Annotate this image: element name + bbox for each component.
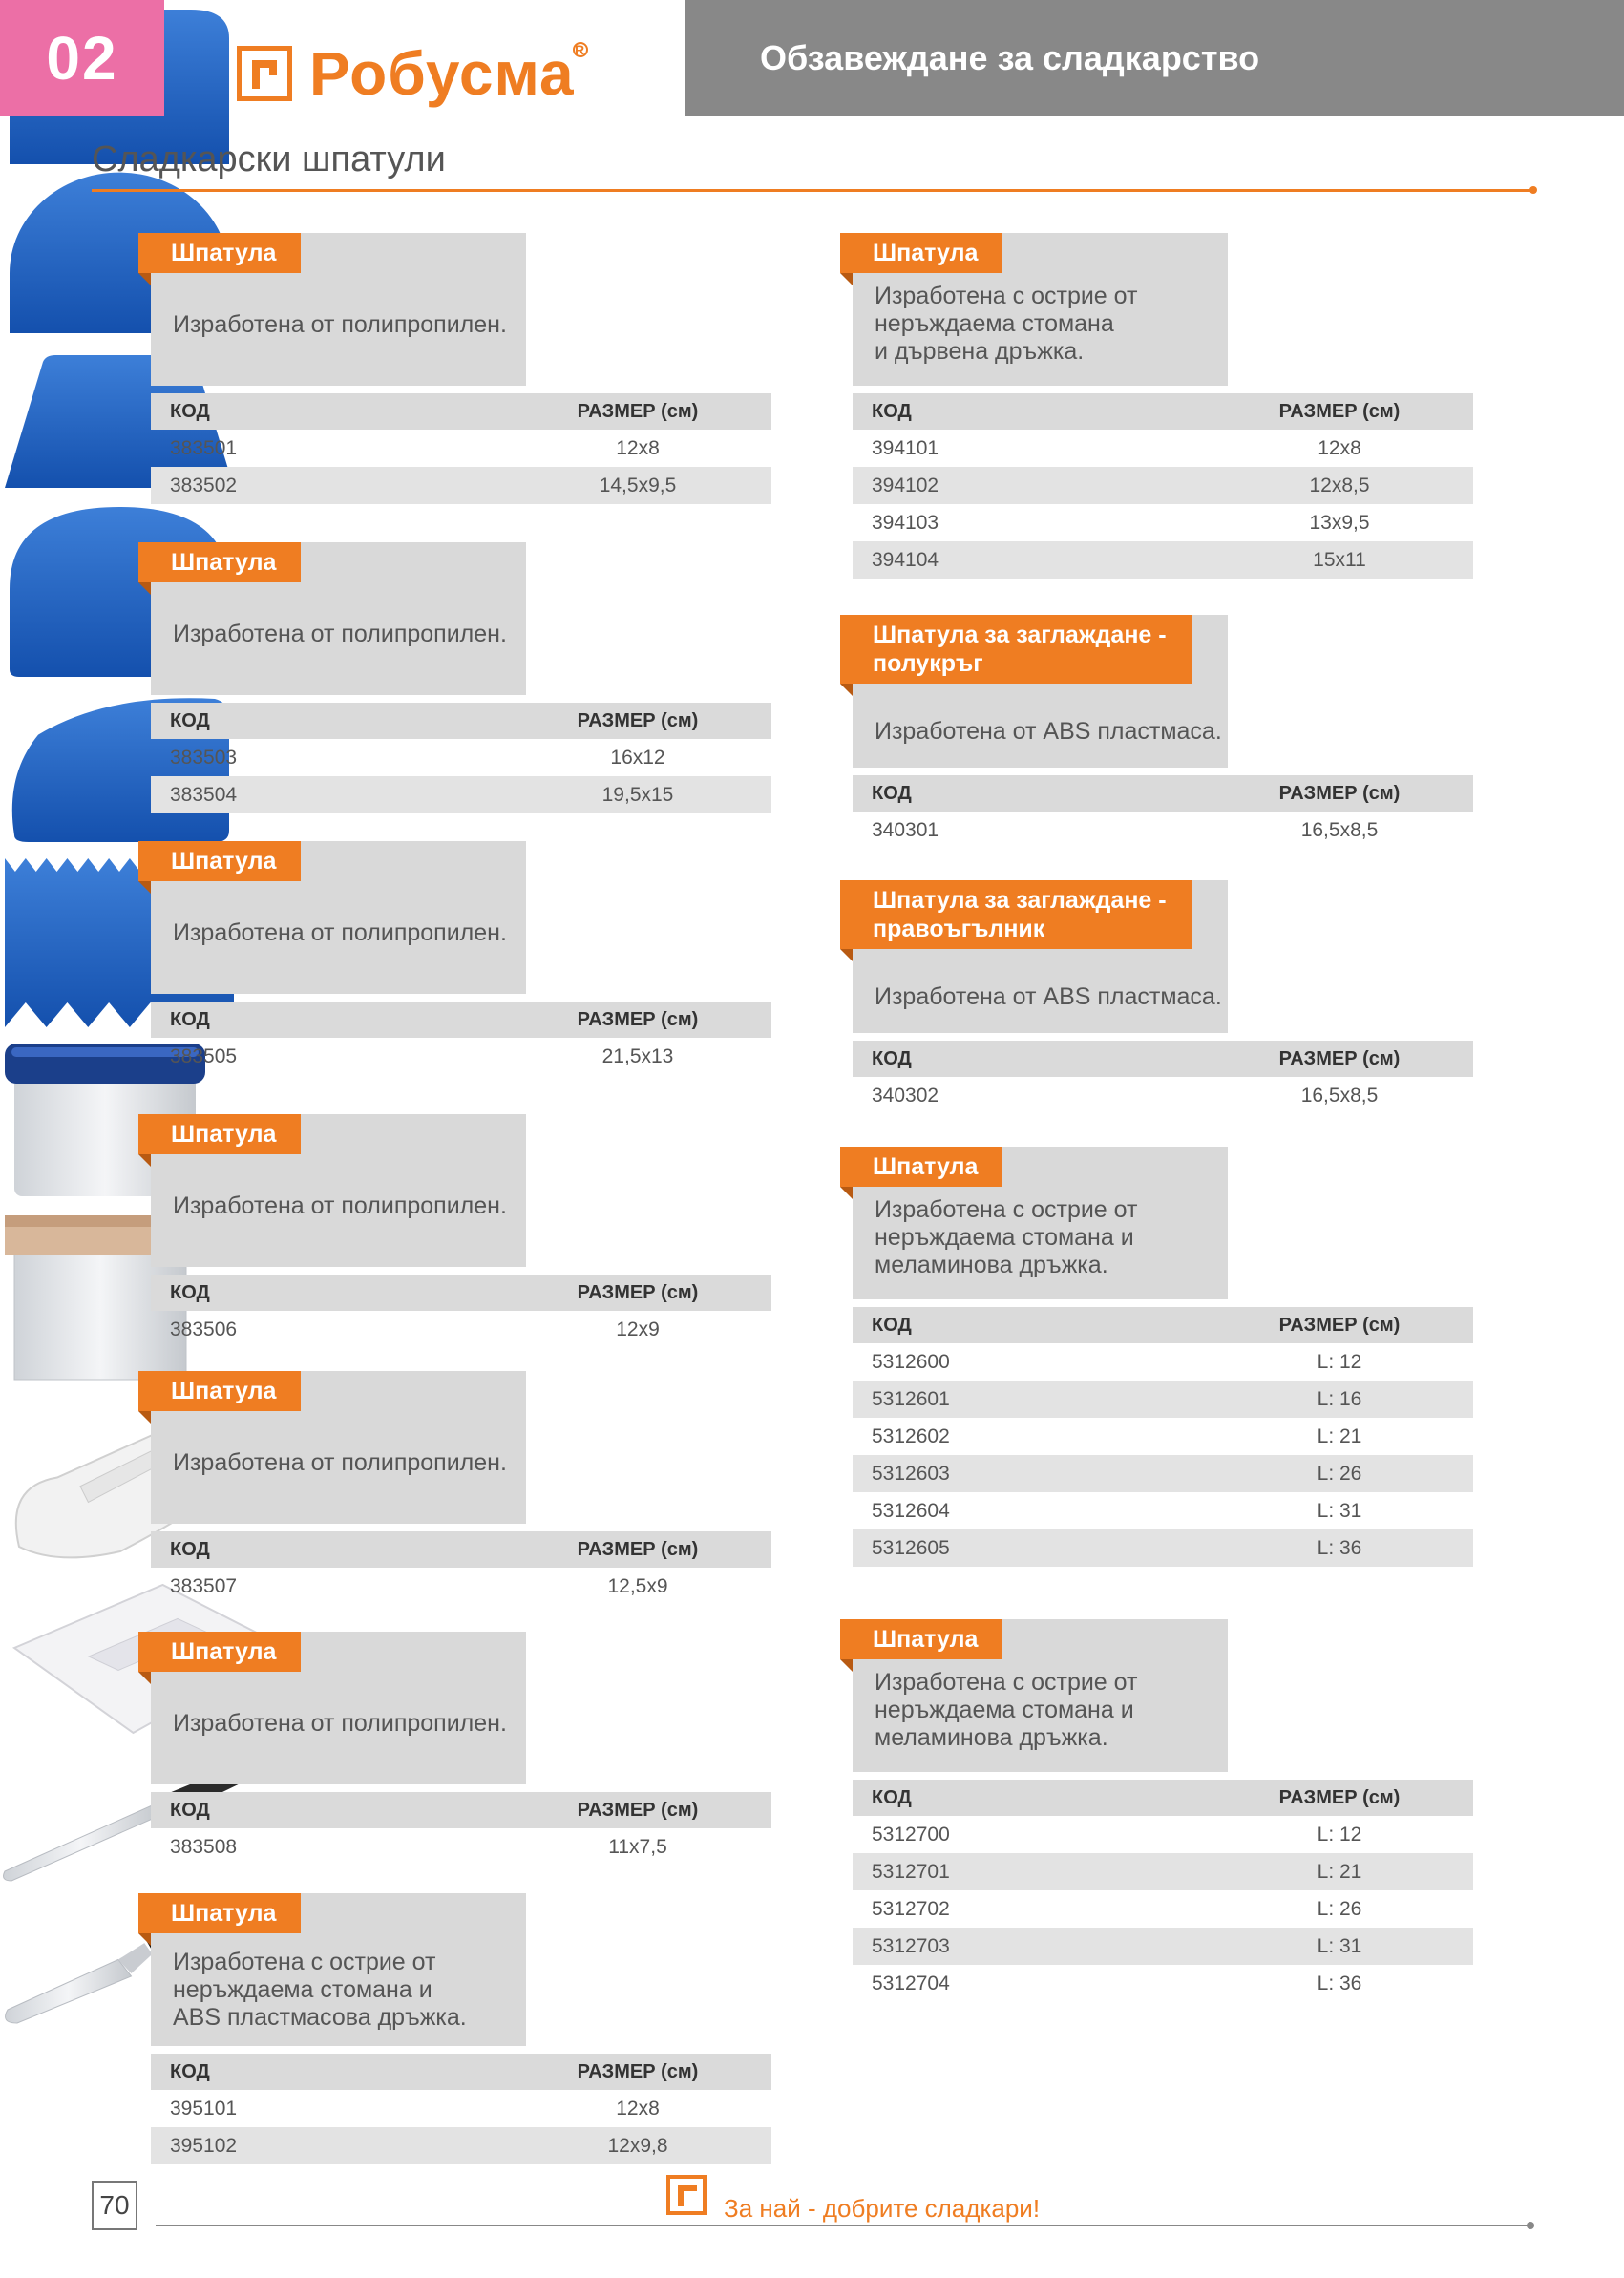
product-table — [853, 1041, 1473, 1114]
table-row — [853, 1381, 1473, 1418]
table-row — [151, 1311, 771, 1348]
table-row — [853, 1928, 1473, 1965]
product-description — [875, 983, 1222, 1011]
description-line: Изработена от полипропилен. — [173, 919, 507, 946]
product-card — [138, 1114, 759, 1348]
product-code: 383507 — [170, 1574, 238, 1597]
product-size: L: 12 — [1317, 1350, 1362, 1373]
table-row — [853, 1529, 1473, 1567]
product-table — [853, 1780, 1473, 2002]
product-description — [173, 1449, 507, 1477]
product-card — [138, 1632, 759, 1866]
product-code: 5312603 — [872, 1462, 950, 1485]
table-header-row — [853, 1307, 1473, 1343]
description-line: Изработена с острие от — [875, 1669, 1138, 1696]
product-description — [875, 283, 1137, 366]
product-size: 12x8 — [1318, 436, 1361, 459]
product-code: 5312602 — [872, 1424, 950, 1447]
product-size: 15x11 — [1313, 548, 1366, 571]
product-name-tag — [840, 1619, 1002, 1659]
product-code: 5312605 — [872, 1536, 950, 1559]
product-code: 383501 — [170, 436, 238, 459]
description-line: неръждаема стомана и — [875, 1224, 1134, 1251]
size-header: РАЗМЕР (см) — [577, 709, 699, 731]
product-size: 12x8,5 — [1309, 474, 1370, 496]
description-line: меламинова дръжка. — [875, 1724, 1108, 1751]
product-description — [173, 919, 507, 947]
table-row — [853, 1077, 1473, 1114]
product-info-panel — [853, 233, 1228, 386]
page-number: 70 — [92, 2181, 137, 2230]
product-name-tag — [138, 841, 301, 881]
size-header: РАЗМЕР (см) — [577, 2060, 699, 2082]
product-card — [840, 1147, 1461, 1567]
table-header-row — [151, 1531, 771, 1568]
description-line: ABS пластмасова дръжка. — [173, 2004, 467, 2031]
product-table — [151, 1275, 771, 1348]
code-header: КОД — [170, 2060, 210, 2082]
size-header: РАЗМЕР (см) — [1278, 782, 1401, 804]
product-code: 395102 — [170, 2134, 238, 2157]
product-code: 395101 — [170, 2097, 238, 2120]
footer-divider — [156, 2225, 1530, 2226]
table-header-row — [853, 775, 1473, 812]
product-code: 5312702 — [872, 1897, 950, 1920]
product-name-tag — [840, 233, 1002, 273]
table-row — [853, 1816, 1473, 1853]
product-name-line: Шпатула — [171, 1121, 277, 1148]
description-line: Изработена от ABS пластмаса. — [875, 718, 1222, 745]
description-line: Изработена от полипропилен. — [173, 1710, 507, 1737]
size-header: РАЗМЕР (см) — [1278, 400, 1401, 422]
product-description — [173, 621, 507, 648]
product-table — [853, 775, 1473, 849]
table-row — [853, 541, 1473, 579]
product-size: L: 36 — [1317, 1972, 1362, 1994]
size-header: РАЗМЕР (см) — [1278, 1786, 1401, 1808]
product-description — [875, 718, 1222, 746]
product-card — [840, 615, 1461, 849]
product-size: 12x8 — [616, 2097, 660, 2120]
size-header: РАЗМЕР (см) — [577, 1538, 699, 1560]
table-row — [853, 504, 1473, 541]
table-row — [853, 1853, 1473, 1890]
table-header-row — [151, 2054, 771, 2090]
product-name-line: Шпатула — [171, 240, 277, 266]
product-code: 5312601 — [872, 1387, 950, 1410]
product-info-panel — [151, 1893, 526, 2046]
product-size: 12x9,8 — [607, 2134, 668, 2157]
product-card — [840, 233, 1461, 579]
table-row — [853, 1455, 1473, 1492]
product-code: 383503 — [170, 746, 238, 769]
product-name-tag — [138, 542, 301, 582]
product-name-tag — [840, 615, 1192, 684]
product-info-panel — [151, 542, 526, 695]
table-row — [853, 1492, 1473, 1529]
chapter-number: 02 — [0, 0, 164, 116]
table-row — [151, 776, 771, 813]
product-description — [173, 311, 507, 339]
product-card — [840, 1619, 1461, 2002]
code-header: КОД — [872, 400, 912, 422]
product-description — [173, 1710, 507, 1738]
product-size: 12,5x9 — [607, 1574, 668, 1597]
product-table — [853, 1307, 1473, 1567]
size-header: РАЗМЕР (см) — [1278, 1314, 1401, 1336]
product-card — [840, 880, 1461, 1114]
product-name-line: Шпатула за заглаждане - — [873, 622, 1167, 648]
product-code: 340301 — [872, 818, 939, 841]
product-card — [138, 1893, 759, 2164]
product-size: 21,5x13 — [601, 1044, 674, 1067]
code-header: КОД — [872, 1314, 912, 1336]
footer-slogan: За най - добрите сладкари! — [724, 2194, 1041, 2223]
product-name-line: Шпатула — [171, 1378, 277, 1404]
description-line: неръждаема стомана и — [173, 1976, 432, 2003]
table-row — [151, 430, 771, 467]
product-info-panel — [853, 615, 1228, 768]
size-header: РАЗМЕР (см) — [577, 1799, 699, 1821]
table-row — [151, 1828, 771, 1866]
product-table — [151, 2054, 771, 2164]
product-info-panel — [151, 841, 526, 994]
footer-logo-icon — [666, 2175, 707, 2215]
table-header-row — [853, 1041, 1473, 1077]
description-line: Изработена от ABS пластмаса. — [875, 983, 1222, 1010]
product-code: 383504 — [170, 783, 238, 806]
code-header: КОД — [170, 1799, 210, 1821]
product-name-line: правоъгълник — [873, 916, 1045, 942]
size-header: РАЗМЕР (см) — [577, 1008, 699, 1030]
product-size: L: 12 — [1317, 1823, 1362, 1846]
product-size: 14,5x9,5 — [599, 474, 677, 496]
table-header-row — [151, 1002, 771, 1038]
product-table — [151, 393, 771, 504]
table-row — [853, 812, 1473, 849]
product-size: 16x12 — [610, 746, 665, 769]
product-info-panel — [853, 1147, 1228, 1299]
section-divider — [92, 189, 1533, 192]
size-header: РАЗМЕР (см) — [1278, 1047, 1401, 1069]
code-header: КОД — [872, 1047, 912, 1069]
size-header: РАЗМЕР (см) — [577, 1281, 699, 1303]
description-line: и дървена дръжка. — [875, 338, 1085, 365]
product-name-line: Шпатула — [873, 1153, 979, 1180]
description-line: Изработена с острие от — [875, 283, 1138, 309]
product-info-panel — [151, 1114, 526, 1267]
product-name-line: Шпатула — [873, 1626, 979, 1653]
product-info-panel — [151, 1371, 526, 1524]
brand-logo — [237, 38, 586, 109]
product-size: 16,5x8,5 — [1300, 818, 1379, 841]
product-size: L: 31 — [1317, 1934, 1362, 1957]
product-name-line: Шпатула — [171, 1900, 277, 1927]
product-size: L: 31 — [1317, 1499, 1362, 1522]
product-info-panel — [853, 880, 1228, 1033]
table-row — [151, 467, 771, 504]
product-description — [173, 1192, 507, 1220]
description-line: Изработена от полипропилен. — [173, 1449, 507, 1476]
product-name-tag — [840, 1147, 1002, 1187]
description-line: Изработена от полипропилен. — [173, 311, 507, 338]
table-row — [151, 1038, 771, 1075]
table-row — [853, 1343, 1473, 1381]
description-line: Изработена с острие от — [173, 1949, 436, 1975]
product-description — [173, 1949, 467, 2032]
product-code: 5312703 — [872, 1934, 950, 1957]
product-name-tag — [138, 1371, 301, 1411]
description-line: Изработена от полипропилен. — [173, 621, 507, 647]
product-code: 394102 — [872, 474, 939, 496]
table-header-row — [151, 1792, 771, 1828]
table-row — [853, 430, 1473, 467]
description-line: Изработена от полипропилен. — [173, 1192, 507, 1219]
registered-mark: R — [573, 42, 588, 57]
product-size: 11x7,5 — [608, 1835, 667, 1858]
product-code: 394101 — [872, 436, 939, 459]
table-header-row — [853, 393, 1473, 430]
product-code: 5312604 — [872, 1499, 950, 1522]
product-name-line: Шпатула — [171, 848, 277, 875]
product-code: 5312704 — [872, 1972, 950, 1994]
table-header-row — [151, 1275, 771, 1311]
product-name-line: полукръг — [873, 650, 983, 677]
section-title: Сладкарски шпатули — [92, 139, 446, 179]
product-size: 19,5x15 — [601, 783, 674, 806]
product-name-line: Шпатула — [171, 549, 277, 576]
product-table — [151, 1002, 771, 1075]
product-code: 383506 — [170, 1318, 238, 1340]
product-size: L: 21 — [1317, 1424, 1362, 1447]
product-table — [151, 703, 771, 813]
brand-name: Робусма — [309, 39, 575, 108]
product-info-panel — [853, 1619, 1228, 1772]
description-line: неръждаема стомана и — [875, 1697, 1134, 1723]
product-info-panel — [151, 1632, 526, 1784]
size-header: РАЗМЕР (см) — [577, 400, 699, 422]
product-code: 5312600 — [872, 1350, 950, 1373]
product-description — [875, 1196, 1137, 1279]
code-header: КОД — [872, 782, 912, 804]
table-row — [151, 2090, 771, 2127]
product-name-line: Шпатула — [171, 1638, 277, 1665]
product-card — [138, 1371, 759, 1605]
table-row — [853, 467, 1473, 504]
product-name-line: Шпатула — [873, 240, 979, 266]
product-name-line: Шпатула за заглаждане - — [873, 887, 1167, 914]
table-row — [853, 1418, 1473, 1455]
table-row — [151, 739, 771, 776]
table-header-row — [151, 703, 771, 739]
product-info-panel — [151, 233, 526, 386]
table-header-row — [853, 1780, 1473, 1816]
product-card — [138, 233, 759, 504]
table-row — [151, 1568, 771, 1605]
product-name-tag — [840, 880, 1192, 949]
product-name-tag — [138, 1632, 301, 1672]
code-header: КОД — [170, 1281, 210, 1303]
product-table — [151, 1531, 771, 1605]
product-code: 383508 — [170, 1835, 238, 1858]
code-header: КОД — [170, 1008, 210, 1030]
product-code: 394103 — [872, 511, 939, 534]
code-header: КОД — [170, 709, 210, 731]
product-size: 12x8 — [616, 436, 660, 459]
product-name-tag — [138, 1114, 301, 1154]
product-code: 5312701 — [872, 1860, 950, 1883]
product-size: L: 21 — [1317, 1860, 1362, 1883]
product-table — [853, 393, 1473, 579]
description-line: меламинова дръжка. — [875, 1252, 1108, 1278]
description-line: неръждаема стомана — [875, 310, 1114, 337]
brand-mark-icon — [237, 46, 292, 101]
code-header: КОД — [170, 400, 210, 422]
product-size: L: 26 — [1317, 1462, 1362, 1485]
product-code: 383505 — [170, 1044, 238, 1067]
product-size: L: 36 — [1317, 1536, 1362, 1559]
product-card — [138, 841, 759, 1075]
table-row — [151, 2127, 771, 2164]
product-size: 12x9 — [616, 1318, 660, 1340]
product-size: L: 16 — [1317, 1387, 1362, 1410]
product-size: 13x9,5 — [1309, 511, 1370, 534]
product-code: 394104 — [872, 548, 939, 571]
product-size: L: 26 — [1317, 1897, 1362, 1920]
product-size: 16,5x8,5 — [1300, 1084, 1379, 1107]
table-row — [853, 1965, 1473, 2002]
description-line: Изработена с острие от — [875, 1196, 1138, 1223]
product-code: 5312700 — [872, 1823, 950, 1846]
product-name-tag — [138, 233, 301, 273]
table-header-row — [151, 393, 771, 430]
product-code: 383502 — [170, 474, 238, 496]
product-card — [138, 542, 759, 813]
product-description — [875, 1669, 1137, 1752]
code-header: КОД — [170, 1538, 210, 1560]
product-table — [151, 1792, 771, 1866]
code-header: КОД — [872, 1786, 912, 1808]
product-code: 340302 — [872, 1084, 939, 1107]
category-title: Обзавеждане за сладкарство — [685, 0, 1624, 116]
product-name-tag — [138, 1893, 301, 1933]
table-row — [853, 1890, 1473, 1928]
